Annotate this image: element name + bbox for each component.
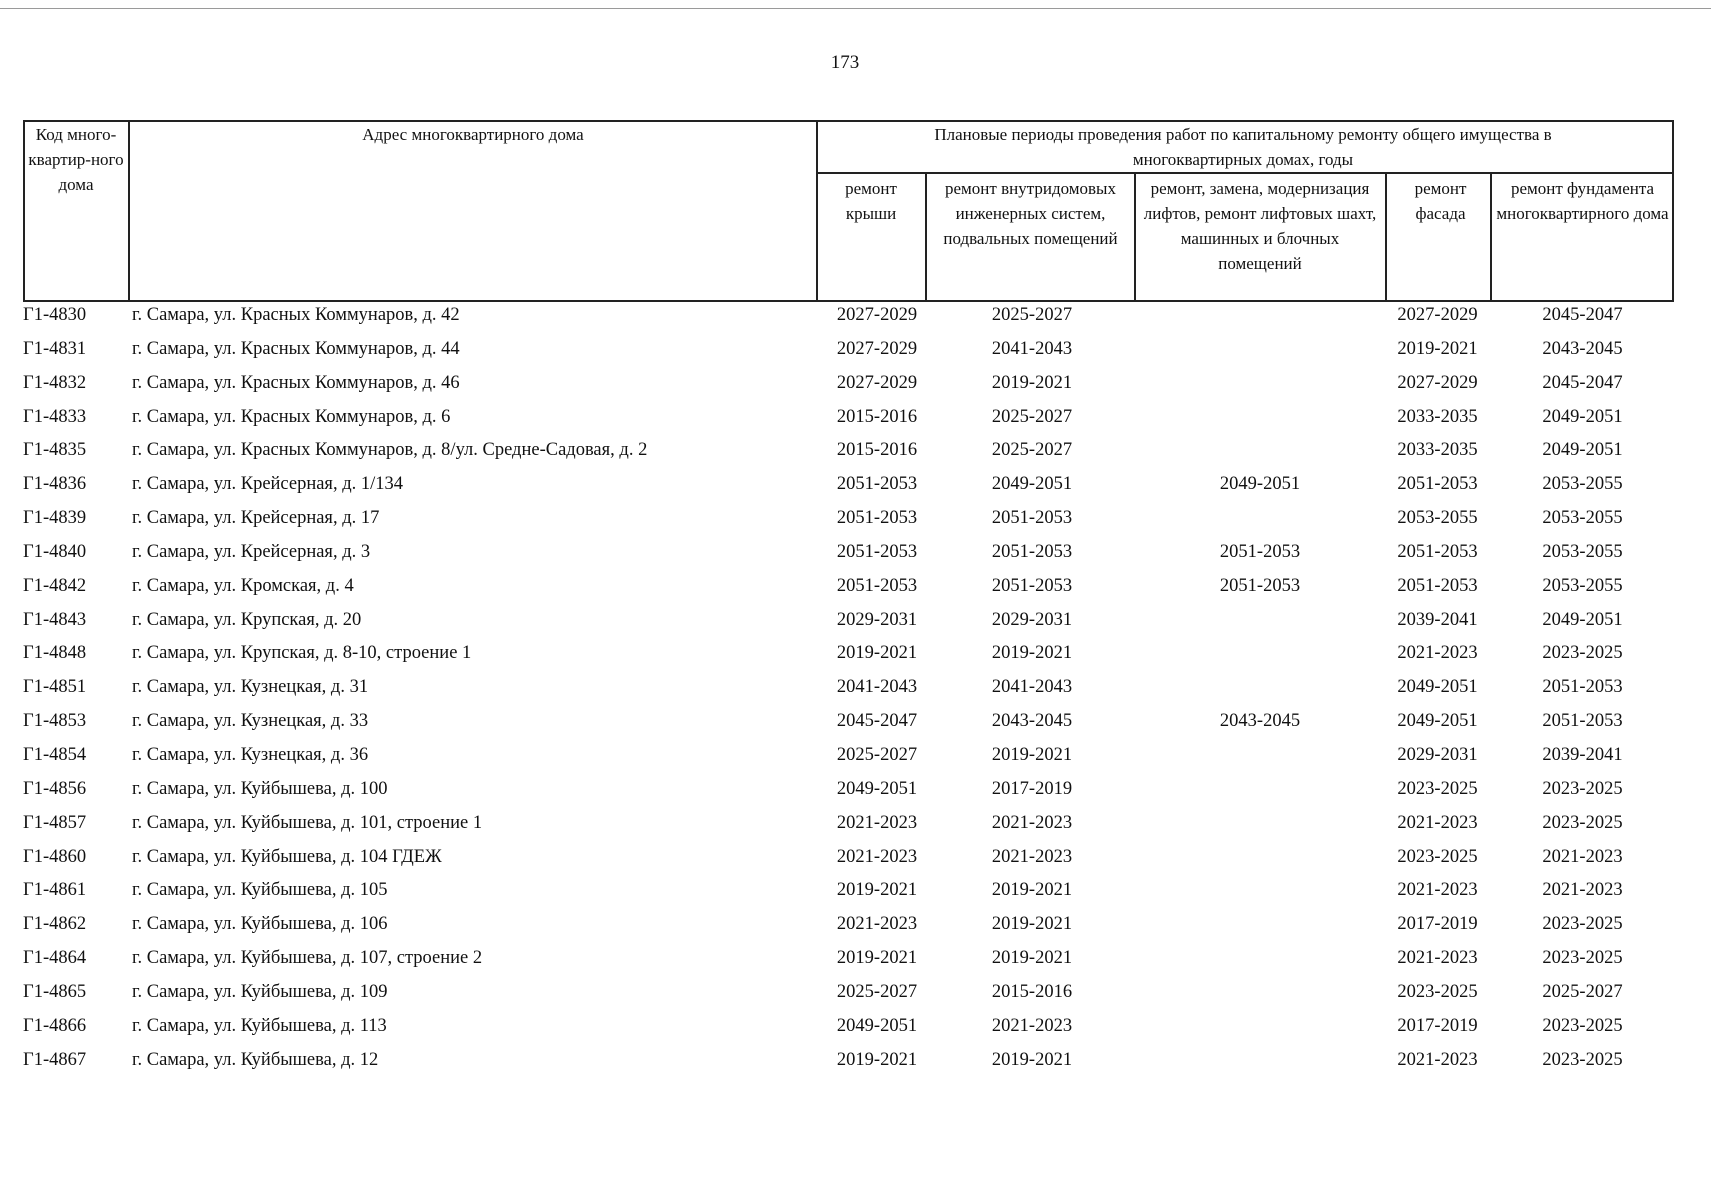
cell-roof: 2049-2051 [836, 778, 918, 799]
cell-engineering: 2019-2021 [991, 643, 1073, 664]
cell-address: г. Самара, ул. Кузнецкая, д. 36 [132, 744, 369, 765]
cell-code: Г1-4853 [23, 711, 87, 732]
cell-engineering: 2025-2027 [991, 406, 1073, 427]
cell-facade: 2049-2051 [1397, 677, 1478, 698]
cell-foundation: 2051-2053 [1542, 711, 1623, 732]
cell-engineering: 2021-2023 [991, 846, 1073, 867]
cell-foundation: 2043-2045 [1542, 338, 1623, 359]
cell-foundation: 2045-2047 [1542, 305, 1623, 325]
cell-elevators: 2051-2053 [1219, 541, 1301, 562]
table-row [0, 946, 1711, 980]
cell-elevators: 2043-2045 [1219, 711, 1301, 732]
cell-address: г. Самара, ул. Крупская, д. 8-10, строение 1 [132, 643, 472, 664]
cell-facade: 2027-2029 [1397, 305, 1478, 325]
cell-code: Г1-4865 [23, 981, 87, 1002]
table-row [0, 438, 1711, 472]
cell-code: Г1-4830 [23, 305, 87, 325]
cell-address: г. Самара, ул. Куйбышева, д. 113 [132, 1015, 387, 1036]
cell-roof: 2021-2023 [836, 846, 918, 867]
table-row [0, 709, 1711, 743]
cell-foundation: 2053-2055 [1542, 575, 1623, 596]
cell-facade: 2021-2023 [1397, 812, 1478, 833]
cell-foundation: 2053-2055 [1542, 541, 1623, 562]
cell-code: Г1-4864 [23, 948, 87, 969]
table-row [0, 912, 1711, 946]
cell-facade: 2039-2041 [1397, 609, 1478, 630]
table-row [0, 743, 1711, 777]
table-row [0, 337, 1711, 371]
header-divider-elevators [1385, 172, 1387, 302]
table-row [0, 1014, 1711, 1048]
cell-facade: 2023-2025 [1397, 778, 1478, 799]
cell-foundation: 2025-2027 [1542, 981, 1623, 1002]
cell-foundation: 2053-2055 [1542, 474, 1623, 495]
cell-engineering: 2019-2021 [991, 914, 1073, 935]
cell-code: Г1-4835 [23, 440, 87, 461]
table-row [0, 371, 1711, 405]
table-row [0, 845, 1711, 879]
cell-foundation: 2023-2025 [1542, 812, 1623, 833]
cell-address: г. Самара, ул. Крейсерная, д. 1/134 [132, 474, 403, 495]
cell-foundation: 2021-2023 [1542, 880, 1623, 901]
cell-facade: 2021-2023 [1397, 643, 1478, 664]
cell-roof: 2019-2021 [836, 643, 918, 664]
top-rule [0, 8, 1711, 9]
cell-code: Г1-4854 [23, 744, 87, 765]
header-planned-periods: Плановые периоды проведения работ по капитальному ремонту общего имущества в многоквартирных домах, годы [934, 125, 1552, 169]
cell-address: г. Самара, ул. Красных Коммунаров, д. 42 [132, 305, 460, 325]
table-row [0, 405, 1711, 439]
cell-engineering: 2041-2043 [991, 677, 1073, 698]
cell-roof: 2027-2029 [836, 372, 918, 393]
cell-address: г. Самара, ул. Кузнецкая, д. 33 [132, 711, 369, 732]
cell-code: Г1-4856 [23, 778, 87, 799]
cell-address: г. Самара, ул. Куйбышева, д. 101, строение 1 [132, 812, 483, 833]
cell-code: Г1-4843 [23, 609, 87, 630]
cell-foundation: 2023-2025 [1542, 1049, 1623, 1070]
cell-code: Г1-4857 [23, 812, 87, 833]
cell-facade: 2021-2023 [1397, 948, 1478, 969]
cell-foundation: 2045-2047 [1542, 372, 1623, 393]
cell-address: г. Самара, ул. Куйбышева, д. 107, строение 2 [132, 948, 483, 969]
cell-address: г. Самара, ул. Куйбышева, д. 105 [132, 880, 388, 901]
cell-roof: 2015-2016 [836, 440, 918, 461]
cell-code: Г1-4839 [23, 508, 87, 529]
cell-facade: 2017-2019 [1397, 914, 1478, 935]
cell-foundation: 2023-2025 [1542, 948, 1623, 969]
cell-address: г. Самара, ул. Куйбышева, д. 106 [132, 914, 388, 935]
cell-roof: 2029-2031 [836, 609, 918, 630]
cell-foundation: 2023-2025 [1542, 643, 1623, 664]
cell-address: г. Самара, ул. Куйбышева, д. 100 [132, 778, 388, 799]
cell-address: г. Самара, ул. Красных Коммунаров, д. 8/ул. Средне-Садовая, д. 2 [132, 440, 648, 461]
table-row [0, 303, 1711, 337]
cell-foundation: 2039-2041 [1542, 744, 1623, 765]
cell-facade: 2051-2053 [1397, 575, 1478, 596]
table-row [0, 777, 1711, 811]
cell-address: г. Самара, ул. Куйбышева, д. 109 [132, 981, 388, 1002]
cell-code: Г1-4862 [23, 914, 87, 935]
header-facade: ремонт фасада [1414, 179, 1467, 223]
cell-engineering: 2019-2021 [991, 1049, 1073, 1070]
cell-engineering: 2021-2023 [991, 1015, 1073, 1036]
cell-address: г. Самара, ул. Крейсерная, д. 17 [132, 508, 380, 529]
cell-roof: 2041-2043 [836, 677, 918, 698]
cell-facade: 2051-2053 [1397, 474, 1478, 495]
cell-code: Г1-4861 [23, 880, 87, 901]
header-divider-roof [925, 172, 927, 302]
cell-foundation: 2023-2025 [1542, 778, 1623, 799]
header-divider-address [816, 120, 818, 302]
table-row [0, 506, 1711, 540]
cell-foundation: 2023-2025 [1542, 1015, 1623, 1036]
header-elevators: ремонт, замена, модернизация лифтов, ремонт лифтовых шахт, машинных и блочных помещений [1143, 179, 1377, 273]
cell-facade: 2033-2035 [1397, 440, 1478, 461]
cell-engineering: 2015-2016 [991, 981, 1073, 1002]
cell-roof: 2051-2053 [836, 474, 918, 495]
cell-roof: 2015-2016 [836, 406, 918, 427]
header-foundation: ремонт фундамента многоквартирного дома [1496, 179, 1669, 223]
table-row [0, 811, 1711, 845]
cell-roof: 2019-2021 [836, 948, 918, 969]
header-border-left [23, 120, 25, 302]
table-row [0, 1048, 1711, 1082]
cell-engineering: 2019-2021 [991, 372, 1073, 393]
cell-code: Г1-4840 [23, 541, 87, 562]
header-address: Адрес многоквартирного дома [362, 125, 584, 144]
cell-code: Г1-4832 [23, 372, 87, 393]
cell-address: г. Самара, ул. Крейсерная, д. 3 [132, 541, 371, 562]
cell-address: г. Самара, ул. Кузнецкая, д. 31 [132, 677, 369, 698]
table-row [0, 608, 1711, 642]
cell-address: г. Самара, ул. Куйбышева, д. 12 [132, 1049, 379, 1070]
cell-foundation: 2021-2023 [1542, 846, 1623, 867]
cell-engineering: 2041-2043 [991, 338, 1073, 359]
cell-roof: 2021-2023 [836, 914, 918, 935]
cell-foundation: 2049-2051 [1542, 609, 1623, 630]
cell-roof: 2045-2047 [836, 711, 918, 732]
cell-engineering: 2017-2019 [991, 778, 1073, 799]
cell-roof: 2051-2053 [836, 541, 918, 562]
cell-engineering: 2049-2051 [991, 474, 1073, 495]
cell-code: Г1-4860 [23, 846, 87, 867]
cell-foundation: 2049-2051 [1542, 440, 1623, 461]
cell-foundation: 2023-2025 [1542, 914, 1623, 935]
table-row [0, 675, 1711, 709]
cell-roof: 2027-2029 [836, 338, 918, 359]
cell-address: г. Самара, ул. Красных Коммунаров, д. 6 [132, 406, 451, 427]
cell-engineering: 2051-2053 [991, 508, 1073, 529]
cell-facade: 2021-2023 [1397, 1049, 1478, 1070]
cell-engineering: 2021-2023 [991, 812, 1073, 833]
cell-address: г. Самара, ул. Куйбышева, д. 104 ГДЕЖ [132, 846, 442, 867]
cell-address: г. Самара, ул. Красных Коммунаров, д. 46 [132, 372, 460, 393]
cell-code: Г1-4848 [23, 643, 87, 664]
cell-facade: 2053-2055 [1397, 508, 1478, 529]
cell-code: Г1-4833 [23, 406, 87, 427]
cell-roof: 2051-2053 [836, 508, 918, 529]
header-divider-engineering [1134, 172, 1136, 302]
cell-foundation: 2049-2051 [1542, 406, 1623, 427]
cell-roof: 2051-2053 [836, 575, 918, 596]
table-row [0, 980, 1711, 1014]
table-row [0, 540, 1711, 574]
header-divider-code [128, 120, 130, 302]
cell-engineering: 2019-2021 [991, 744, 1073, 765]
cell-elevators: 2049-2051 [1219, 474, 1301, 495]
header-engineering: ремонт внутридомовых инженерных систем, подвальных помещений [943, 179, 1118, 248]
header-roof: ремонт крыши [845, 179, 897, 223]
cell-roof: 2025-2027 [836, 981, 918, 1002]
page-number: 173 [830, 52, 860, 73]
cell-roof: 2027-2029 [836, 305, 918, 325]
cell-facade: 2033-2035 [1397, 406, 1478, 427]
cell-code: Г1-4851 [23, 677, 87, 698]
cell-roof: 2025-2027 [836, 744, 918, 765]
cell-roof: 2021-2023 [836, 812, 918, 833]
cell-facade: 2027-2029 [1397, 372, 1478, 393]
cell-engineering: 2029-2031 [991, 609, 1073, 630]
cell-engineering: 2025-2027 [991, 440, 1073, 461]
cell-code: Г1-4867 [23, 1049, 87, 1070]
cell-address: г. Самара, ул. Крупская, д. 20 [132, 609, 362, 630]
cell-code: Г1-4836 [23, 474, 87, 495]
table-row [0, 878, 1711, 912]
cell-facade: 2023-2025 [1397, 981, 1478, 1002]
cell-foundation: 2053-2055 [1542, 508, 1623, 529]
cell-engineering: 2051-2053 [991, 541, 1073, 562]
table-row [0, 641, 1711, 675]
cell-facade: 2019-2021 [1397, 338, 1478, 359]
cell-elevators: 2051-2053 [1219, 575, 1301, 596]
cell-engineering: 2043-2045 [991, 711, 1073, 732]
cell-facade: 2029-2031 [1397, 744, 1478, 765]
header-border-bottom [23, 300, 1673, 302]
cell-engineering: 2025-2027 [991, 305, 1073, 325]
cell-engineering: 2019-2021 [991, 948, 1073, 969]
cell-roof: 2019-2021 [836, 880, 918, 901]
cell-facade: 2051-2053 [1397, 541, 1478, 562]
table-body [0, 303, 1711, 1081]
header-code: Код много-квартир-ного дома [28, 125, 124, 194]
cell-engineering: 2019-2021 [991, 880, 1073, 901]
cell-engineering: 2051-2053 [991, 575, 1073, 596]
header-divider-subgroup [816, 172, 1673, 174]
cell-address: г. Самара, ул. Красных Коммунаров, д. 44 [132, 338, 460, 359]
cell-roof: 2019-2021 [836, 1049, 918, 1070]
cell-facade: 2049-2051 [1397, 711, 1478, 732]
cell-roof: 2049-2051 [836, 1015, 918, 1036]
cell-address: г. Самара, ул. Кромская, д. 4 [132, 575, 354, 596]
table-row [0, 472, 1711, 506]
cell-facade: 2021-2023 [1397, 880, 1478, 901]
cell-code: Г1-4866 [23, 1015, 87, 1036]
cell-code: Г1-4842 [23, 575, 87, 596]
table-row [0, 574, 1711, 608]
cell-foundation: 2051-2053 [1542, 677, 1623, 698]
cell-facade: 2023-2025 [1397, 846, 1478, 867]
cell-code: Г1-4831 [23, 338, 87, 359]
cell-facade: 2017-2019 [1397, 1015, 1478, 1036]
table-header [23, 120, 1673, 302]
